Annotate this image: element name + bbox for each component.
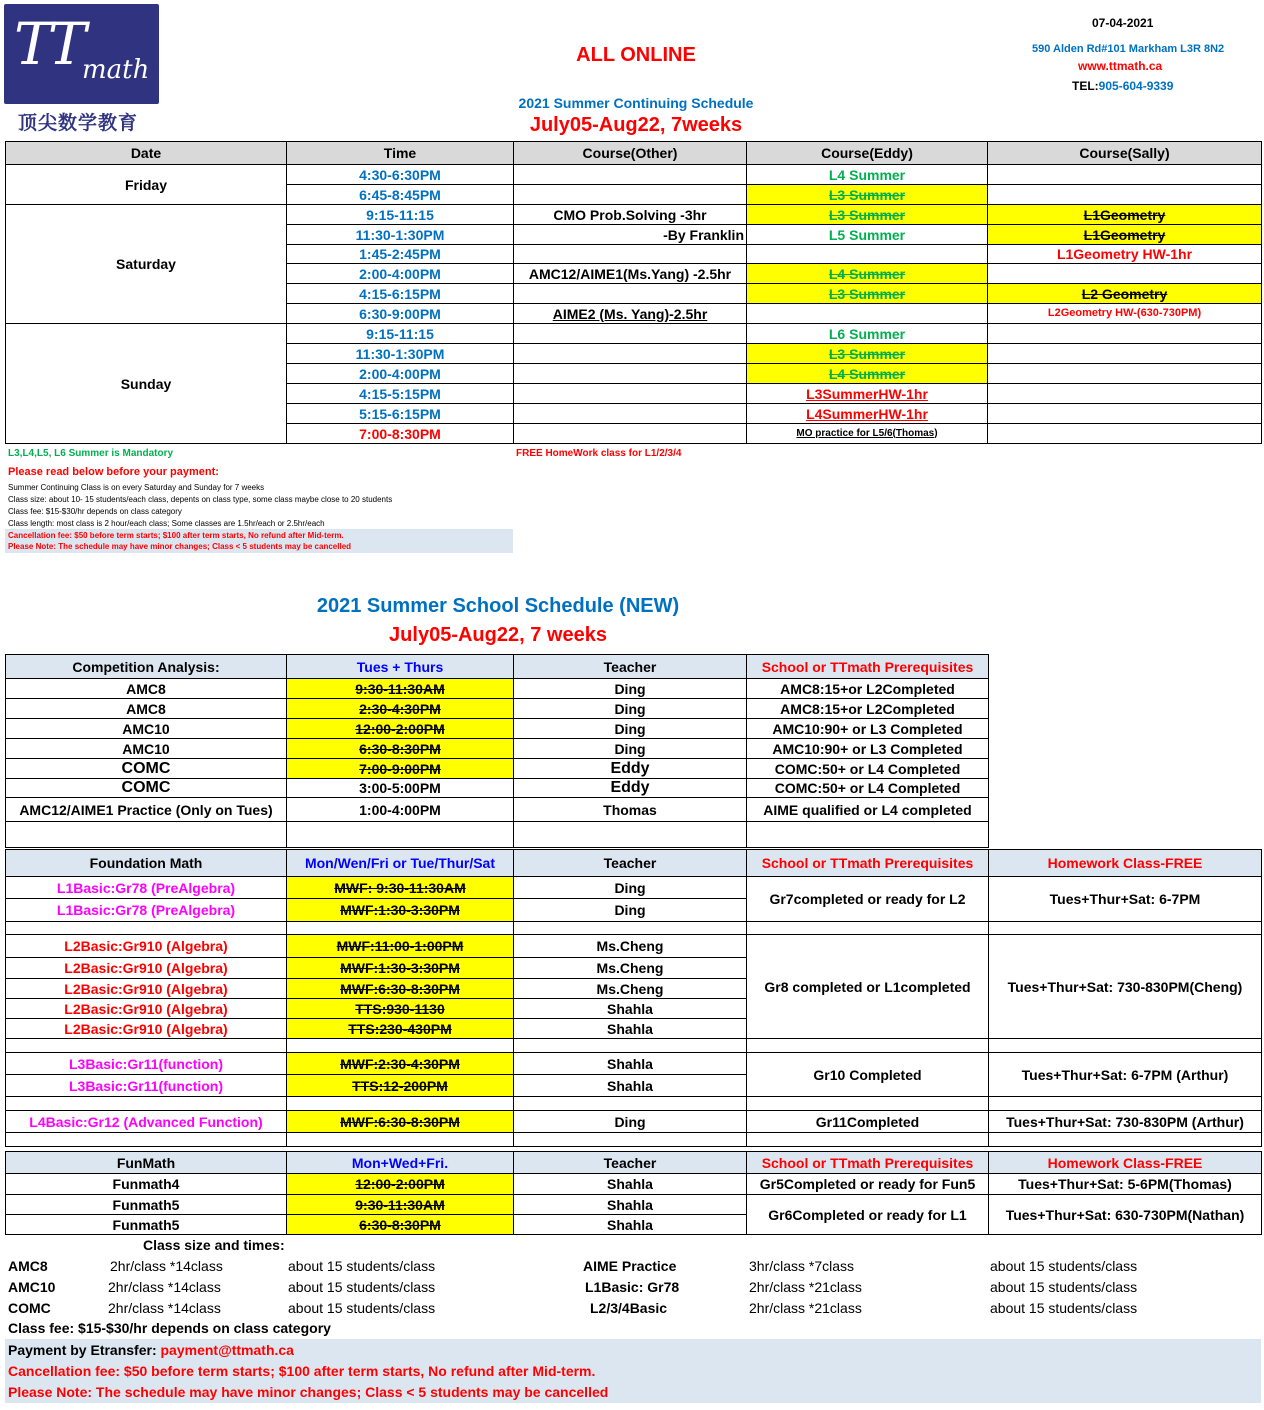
prereq-cell: Gr6Completed or ready for L1 bbox=[747, 1195, 989, 1235]
course-size: about 15 students/class bbox=[288, 1279, 436, 1295]
school-schedule-dates: July05-Aug22, 7 weeks bbox=[389, 624, 607, 646]
teacher-cell: Ms.Cheng bbox=[514, 979, 747, 999]
payment-line bbox=[8, 1340, 294, 1361]
teacher-cell: Ms.Cheng bbox=[514, 958, 747, 979]
logo-tt-text: TT bbox=[14, 10, 81, 78]
eddy-cell bbox=[747, 245, 988, 264]
read-before-payment: Please read below before your payment: bbox=[8, 466, 219, 478]
course-cell: L3Basic:Gr11(function) bbox=[6, 1075, 287, 1097]
table-row bbox=[6, 1133, 1262, 1147]
course-cell: L2Basic:Gr910 (Algebra) bbox=[6, 935, 287, 958]
course-cell: Funmath5 bbox=[6, 1195, 287, 1215]
sally-cell: L1Geometry HW-1hr bbox=[988, 245, 1262, 264]
sally-cell bbox=[988, 344, 1262, 364]
empty-cell bbox=[287, 1133, 514, 1147]
course-cell: Funmath5 bbox=[6, 1215, 287, 1235]
table-row bbox=[6, 935, 1262, 958]
header-days: Mon/Wen/Fri or Tue/Thur/Sat bbox=[287, 850, 514, 877]
empty-cell bbox=[747, 1039, 989, 1053]
time-cell: 6:30-8:30PM bbox=[287, 1215, 514, 1235]
prereq-cell: Gr10 Completed bbox=[747, 1053, 989, 1097]
eddy-cell: L6 Summer bbox=[747, 324, 988, 344]
homework-cell: Tues+Thur+Sat: 6-7PM (Arthur) bbox=[989, 1053, 1262, 1097]
time-cell: 6:30-8:30PM bbox=[287, 739, 514, 759]
course-cell: COMC bbox=[6, 779, 287, 798]
continuing-dates: July05-Aug22, 7weeks bbox=[529, 114, 743, 136]
schedule-change-note: Please Note: The schedule may have minor changes; Class < 5 students may be cancelled bbox=[8, 542, 352, 551]
prereq-cell: AMC8:15+or L2Completed bbox=[747, 679, 989, 699]
empty-cell bbox=[514, 1097, 747, 1111]
telephone bbox=[1072, 79, 1173, 93]
course-cell: AMC8 bbox=[6, 699, 287, 719]
prereq-cell: Gr5Completed or ready for Fun5 bbox=[747, 1174, 989, 1195]
class-size-grid bbox=[8, 1256, 1258, 1319]
empty-cell bbox=[989, 1133, 1262, 1147]
empty-cell bbox=[6, 1133, 287, 1147]
note-line: Class length: most class is 2 hour/each class; Some classes are 1.5hr/each or 2.5hr/each bbox=[8, 519, 325, 528]
teacher-cell: Shahla bbox=[514, 1019, 747, 1039]
empty-cell bbox=[514, 922, 747, 935]
header-days: Tues + Thurs bbox=[287, 655, 514, 679]
eddy-cell: L3SummerHW-1hr bbox=[747, 384, 988, 404]
eddy-cell: MO practice for L5/6(Thomas) bbox=[747, 424, 988, 444]
time-cell: 7:00-8:30PM bbox=[287, 424, 514, 444]
header-course-eddy: Course(Eddy) bbox=[747, 142, 988, 165]
course-size: about 15 students/class bbox=[288, 1300, 436, 1316]
sally-cell bbox=[988, 424, 1262, 444]
header-teacher: Teacher bbox=[514, 1152, 747, 1174]
logo bbox=[4, 4, 159, 104]
prereq-cell: COMC:50+ or L4 Completed bbox=[747, 759, 989, 779]
teacher-cell: Eddy bbox=[514, 759, 747, 779]
footer-schedule-note: Please Note: The schedule may have minor changes; Class < 5 students may be cancelled bbox=[8, 1384, 609, 1400]
eddy-cell: L5 Summer bbox=[747, 225, 988, 245]
tel-number: 905-604-9339 bbox=[1098, 79, 1174, 93]
note-line: Class size: about 10- 15 students/each class, depents on class type, some class maybe close to 20 students bbox=[8, 495, 393, 504]
eddy-cell: L3 Summer bbox=[747, 205, 988, 225]
time-cell: MWF:6:30-8:30PM bbox=[287, 1111, 514, 1133]
class-size-title: Class size and times: bbox=[143, 1237, 285, 1253]
course-size: about 15 students/class bbox=[990, 1300, 1138, 1316]
table-header-row bbox=[6, 850, 1262, 877]
other-cell bbox=[514, 245, 747, 264]
course-name: AMC10 bbox=[8, 1279, 56, 1295]
table-header-row bbox=[6, 142, 1262, 165]
table-row bbox=[6, 1097, 1262, 1111]
course-name: L2/3/4Basic bbox=[590, 1300, 668, 1316]
teacher-cell: Ms.Cheng bbox=[514, 935, 747, 958]
footer-cancellation-note: Cancellation fee: $50 before term starts; $100 after term starts, No refund after Mid-term. bbox=[8, 1363, 596, 1379]
time-cell: 4:15-5:15PM bbox=[287, 384, 514, 404]
other-cell bbox=[514, 364, 747, 384]
continuing-title: 2021 Summer Continuing Schedule bbox=[518, 95, 754, 111]
course-name: AMC8 bbox=[8, 1258, 48, 1274]
eddy-cell: L4 Summer bbox=[747, 264, 988, 284]
course-name: L1Basic: Gr78 bbox=[585, 1279, 680, 1295]
cancellation-box bbox=[5, 529, 513, 553]
time-cell: 1:45-2:45PM bbox=[287, 245, 514, 264]
teacher-cell: Ding bbox=[514, 699, 747, 719]
empty-cell bbox=[747, 822, 989, 848]
course-hours: 2hr/class *14class bbox=[108, 1279, 221, 1295]
prereq-cell: Gr8 completed or L1completed bbox=[747, 935, 989, 1039]
time-cell: 9:15-11:15 bbox=[287, 205, 514, 225]
time-cell: TTS:230-430PM bbox=[287, 1019, 514, 1039]
header-course-sally: Course(Sally) bbox=[988, 142, 1262, 165]
empty-cell bbox=[287, 1097, 514, 1111]
header-foundation: Foundation Math bbox=[6, 850, 287, 877]
time-cell: 4:30-6:30PM bbox=[287, 165, 514, 185]
other-cell bbox=[514, 284, 747, 304]
payment-box bbox=[5, 1339, 1261, 1403]
course-size: about 15 students/class bbox=[288, 1258, 436, 1274]
course-cell: L2Basic:Gr910 (Algebra) bbox=[6, 999, 287, 1019]
table-row bbox=[6, 779, 989, 798]
other-cell: AMC12/AIME1(Ms.Yang) -2.5hr bbox=[514, 264, 747, 284]
sally-cell bbox=[988, 384, 1262, 404]
empty-cell bbox=[989, 1039, 1262, 1053]
sally-cell bbox=[988, 264, 1262, 284]
mandatory-note: L3,L4,L5, L6 Summer is Mandatory bbox=[8, 448, 174, 459]
eddy-cell: L4SummerHW-1hr bbox=[747, 404, 988, 424]
course-cell: L1Basic:Gr78 (PreAlgebra) bbox=[6, 899, 287, 922]
sally-cell bbox=[988, 185, 1262, 205]
time-cell: TTS:12-200PM bbox=[287, 1075, 514, 1097]
time-cell: MWF:2:30-4:30PM bbox=[287, 1053, 514, 1075]
time-cell: 6:45-8:45PM bbox=[287, 185, 514, 205]
table-row bbox=[6, 699, 989, 719]
table-row bbox=[6, 739, 989, 759]
header-teacher: Teacher bbox=[514, 655, 747, 679]
time-cell: 4:15-6:15PM bbox=[287, 284, 514, 304]
prereq-cell: Gr11Completed bbox=[747, 1111, 989, 1133]
table-row bbox=[6, 922, 1262, 935]
prereq-cell: AMC10:90+ or L3 Completed bbox=[747, 739, 989, 759]
teacher-cell: Ding bbox=[514, 739, 747, 759]
homework-cell: Tues+Thur+Sat: 6-7PM bbox=[989, 877, 1262, 922]
empty-cell bbox=[747, 1097, 989, 1111]
empty-cell bbox=[287, 822, 514, 848]
note-line: Class fee: $15-$30/hr depends on class category bbox=[8, 507, 182, 516]
course-cell: AMC12/AIME1 Practice (Only on Tues) bbox=[6, 798, 287, 822]
teacher-cell: Shahla bbox=[514, 999, 747, 1019]
course-cell: AMC10 bbox=[6, 739, 287, 759]
school-schedule-title: 2021 Summer School Schedule (NEW) bbox=[316, 595, 680, 617]
course-size: about 15 students/class bbox=[990, 1258, 1138, 1274]
sally-cell bbox=[988, 404, 1262, 424]
eddy-cell: L3 Summer bbox=[747, 284, 988, 304]
logo-math-text: math bbox=[82, 55, 150, 85]
course-cell: L2Basic:Gr910 (Algebra) bbox=[6, 958, 287, 979]
teacher-cell: Shahla bbox=[514, 1195, 747, 1215]
header-prerequisites: School or TTmath Prerequisites bbox=[747, 1152, 989, 1174]
prereq-cell: COMC:50+ or L4 Completed bbox=[747, 779, 989, 798]
table-row bbox=[6, 1053, 1262, 1075]
empty-cell bbox=[6, 1039, 287, 1053]
course-cell: L2Basic:Gr910 (Algebra) bbox=[6, 1019, 287, 1039]
course-cell: AMC8 bbox=[6, 679, 287, 699]
homework-cell: Tues+Thur+Sat: 5-6PM(Thomas) bbox=[989, 1174, 1262, 1195]
teacher-cell: Shahla bbox=[514, 1215, 747, 1235]
sally-cell bbox=[988, 324, 1262, 344]
foundation-table bbox=[5, 849, 1262, 1147]
time-cell: 12:00-2:00PM bbox=[287, 1174, 514, 1195]
eddy-cell bbox=[747, 304, 988, 324]
teacher-cell: Shahla bbox=[514, 1174, 747, 1195]
day-saturday: Saturday bbox=[6, 205, 287, 324]
teacher-cell: Thomas bbox=[514, 798, 747, 822]
logo-chinese-text: 顶尖数学教育 bbox=[18, 112, 139, 134]
header-time: Time bbox=[287, 142, 514, 165]
table-header-row bbox=[6, 655, 989, 679]
empty-cell bbox=[6, 922, 287, 935]
table-row bbox=[6, 205, 1262, 225]
empty-cell bbox=[989, 1097, 1262, 1111]
tel-label: TEL: bbox=[1072, 79, 1099, 93]
time-cell: 2:00-4:00PM bbox=[287, 264, 514, 284]
header-date: Date bbox=[6, 142, 287, 165]
time-cell: 2:30-4:30PM bbox=[287, 699, 514, 719]
prereq-cell: Gr7completed or ready for L2 bbox=[747, 877, 989, 922]
prereq-cell: AMC10:90+ or L3 Completed bbox=[747, 719, 989, 739]
payment-email-link[interactable]: payment@ttmath.ca bbox=[160, 1342, 294, 1358]
cancellation-note: Cancellation fee: $50 before term starts; $100 after term starts, No refund after Mid-term. bbox=[8, 531, 344, 540]
course-cell: AMC10 bbox=[6, 719, 287, 739]
day-friday: Friday bbox=[6, 165, 287, 205]
table-row bbox=[6, 324, 1262, 344]
time-cell: MWF:11:00-1:00PM bbox=[287, 935, 514, 958]
header-homework: Homework Class-FREE bbox=[989, 1152, 1262, 1174]
table-row bbox=[6, 1039, 1262, 1053]
note-line: Summer Continuing Class is on every Saturday and Sunday for 7 weeks bbox=[8, 483, 265, 492]
eddy-cell: L4 Summer bbox=[747, 364, 988, 384]
other-cell bbox=[514, 185, 747, 205]
header-prerequisites: School or TTmath Prerequisites bbox=[747, 850, 989, 877]
teacher-cell: Eddy bbox=[514, 779, 747, 798]
sally-cell: L1Geometry bbox=[988, 225, 1262, 245]
other-cell: -By Franklin bbox=[514, 225, 747, 245]
time-cell: 1:00-4:00PM bbox=[287, 798, 514, 822]
teacher-cell: Ding bbox=[514, 899, 747, 922]
header-days: Mon+Wed+Fri. bbox=[287, 1152, 514, 1174]
header-funmath: FunMath bbox=[6, 1152, 287, 1174]
table-row bbox=[6, 1195, 1262, 1215]
prereq-cell: AIME qualified or L4 completed bbox=[747, 798, 989, 822]
time-cell: 9:15-11:15 bbox=[287, 324, 514, 344]
time-cell: MWF: 9:30-11:30AM bbox=[287, 877, 514, 899]
teacher-cell: Ding bbox=[514, 679, 747, 699]
eddy-cell: L3 Summer bbox=[747, 185, 988, 205]
course-name: AIME Practice bbox=[583, 1258, 677, 1274]
other-cell: AIME2 (Ms. Yang)-2.5hr bbox=[514, 304, 747, 324]
other-cell bbox=[514, 344, 747, 364]
homework-cell: Tues+Thur+Sat: 730-830PM(Cheng) bbox=[989, 935, 1262, 1039]
course-cell: Funmath4 bbox=[6, 1174, 287, 1195]
course-hours: 2hr/class *14class bbox=[110, 1258, 223, 1274]
course-cell: L1Basic:Gr78 (PreAlgebra) bbox=[6, 877, 287, 899]
other-cell bbox=[514, 384, 747, 404]
table-row bbox=[6, 759, 989, 779]
continuing-schedule-table bbox=[5, 141, 1262, 444]
time-cell: 7:00-9:00PM bbox=[287, 759, 514, 779]
class-fee-note: Class fee: $15-$30/hr depends on class category bbox=[8, 1320, 331, 1336]
course-hours: 2hr/class *14class bbox=[108, 1300, 221, 1316]
teacher-cell: Ding bbox=[514, 719, 747, 739]
other-cell: CMO Prob.Solving -3hr bbox=[514, 205, 747, 225]
header-competition: Competition Analysis: bbox=[6, 655, 287, 679]
table-row bbox=[6, 1174, 1262, 1195]
time-cell: 11:30-1:30PM bbox=[287, 225, 514, 245]
course-hours: 2hr/class *21class bbox=[749, 1300, 862, 1316]
homework-cell: Tues+Thur+Sat: 730-830PM (Arthur) bbox=[989, 1111, 1262, 1133]
header-teacher: Teacher bbox=[514, 850, 747, 877]
time-cell: MWF:1:30-3:30PM bbox=[287, 958, 514, 979]
day-sunday: Sunday bbox=[6, 324, 287, 444]
sally-cell: L2 Geometry bbox=[988, 284, 1262, 304]
funmath-table bbox=[5, 1151, 1262, 1235]
time-cell: 11:30-1:30PM bbox=[287, 344, 514, 364]
sally-cell bbox=[988, 364, 1262, 384]
time-cell: MWF:1:30-3:30PM bbox=[287, 899, 514, 922]
teacher-cell: Shahla bbox=[514, 1053, 747, 1075]
empty-cell bbox=[989, 922, 1262, 935]
empty-cell bbox=[6, 822, 287, 848]
other-cell bbox=[514, 404, 747, 424]
course-hours: 3hr/class *7class bbox=[749, 1258, 855, 1274]
table-row bbox=[6, 719, 989, 739]
empty-cell bbox=[514, 1133, 747, 1147]
table-header-row bbox=[6, 1152, 1262, 1174]
time-cell: 2:00-4:00PM bbox=[287, 364, 514, 384]
course-name: COMC bbox=[8, 1300, 51, 1316]
teacher-cell: Ding bbox=[514, 1111, 747, 1133]
other-cell bbox=[514, 424, 747, 444]
course-hours: 2hr/class *21class bbox=[749, 1279, 862, 1295]
other-cell bbox=[514, 165, 747, 185]
empty-cell bbox=[6, 1097, 287, 1111]
table-row bbox=[6, 165, 1262, 185]
prereq-cell: AMC8:15+or L2Completed bbox=[747, 699, 989, 719]
time-cell: 9:30-11:30AM bbox=[287, 679, 514, 699]
all-online-heading: ALL ONLINE bbox=[576, 44, 696, 66]
empty-cell bbox=[747, 922, 989, 935]
course-cell: L3Basic:Gr11(function) bbox=[6, 1053, 287, 1075]
sally-cell: L2Geometry HW-(630-730PM) bbox=[988, 304, 1262, 324]
address: 590 Alden Rd#101 Markham L3R 8N2 bbox=[1032, 43, 1225, 55]
table-row bbox=[6, 679, 989, 699]
course-cell: L2Basic:Gr910 (Algebra) bbox=[6, 979, 287, 999]
table-row bbox=[6, 877, 1262, 899]
time-cell: 6:30-9:00PM bbox=[287, 304, 514, 324]
empty-cell bbox=[514, 822, 747, 848]
empty-cell bbox=[514, 1039, 747, 1053]
header-homework: Homework Class-FREE bbox=[989, 850, 1262, 877]
sally-cell bbox=[988, 165, 1262, 185]
empty-cell bbox=[287, 922, 514, 935]
header-prerequisites: School or TTmath Prerequisites bbox=[747, 655, 989, 679]
sally-cell: L1Geometry bbox=[988, 205, 1262, 225]
empty-cell bbox=[747, 1133, 989, 1147]
eddy-cell: L3 Summer bbox=[747, 344, 988, 364]
time-cell: 12:00-2:00PM bbox=[287, 719, 514, 739]
table-row bbox=[6, 1111, 1262, 1133]
course-cell: COMC bbox=[6, 759, 287, 779]
header-course-other: Course(Other) bbox=[514, 142, 747, 165]
eddy-cell: L4 Summer bbox=[747, 165, 988, 185]
time-cell: 3:00-5:00PM bbox=[287, 779, 514, 798]
table-row bbox=[6, 798, 989, 822]
course-cell: L4Basic:Gr12 (Advanced Function) bbox=[6, 1111, 287, 1133]
competition-table bbox=[5, 654, 989, 848]
time-cell: 9:30-11:30AM bbox=[287, 1195, 514, 1215]
free-homework-note: FREE HomeWork class for L1/2/3/4 bbox=[516, 448, 682, 459]
time-cell: 5:15-6:15PM bbox=[287, 404, 514, 424]
empty-cell bbox=[287, 1039, 514, 1053]
course-size: about 15 students/class bbox=[990, 1279, 1138, 1295]
time-cell: TTS:930-1130 bbox=[287, 999, 514, 1019]
teacher-cell: Ding bbox=[514, 877, 747, 899]
homework-cell: Tues+Thur+Sat: 630-730PM(Nathan) bbox=[989, 1195, 1262, 1235]
time-cell: MWF:6:30-8:30PM bbox=[287, 979, 514, 999]
date: 07-04-2021 bbox=[1092, 16, 1154, 30]
other-cell bbox=[514, 324, 747, 344]
payment-label: Payment by Etransfer: bbox=[8, 1342, 161, 1358]
table-row bbox=[6, 822, 989, 848]
website-link[interactable]: www.ttmath.ca bbox=[1078, 59, 1163, 73]
teacher-cell: Shahla bbox=[514, 1075, 747, 1097]
